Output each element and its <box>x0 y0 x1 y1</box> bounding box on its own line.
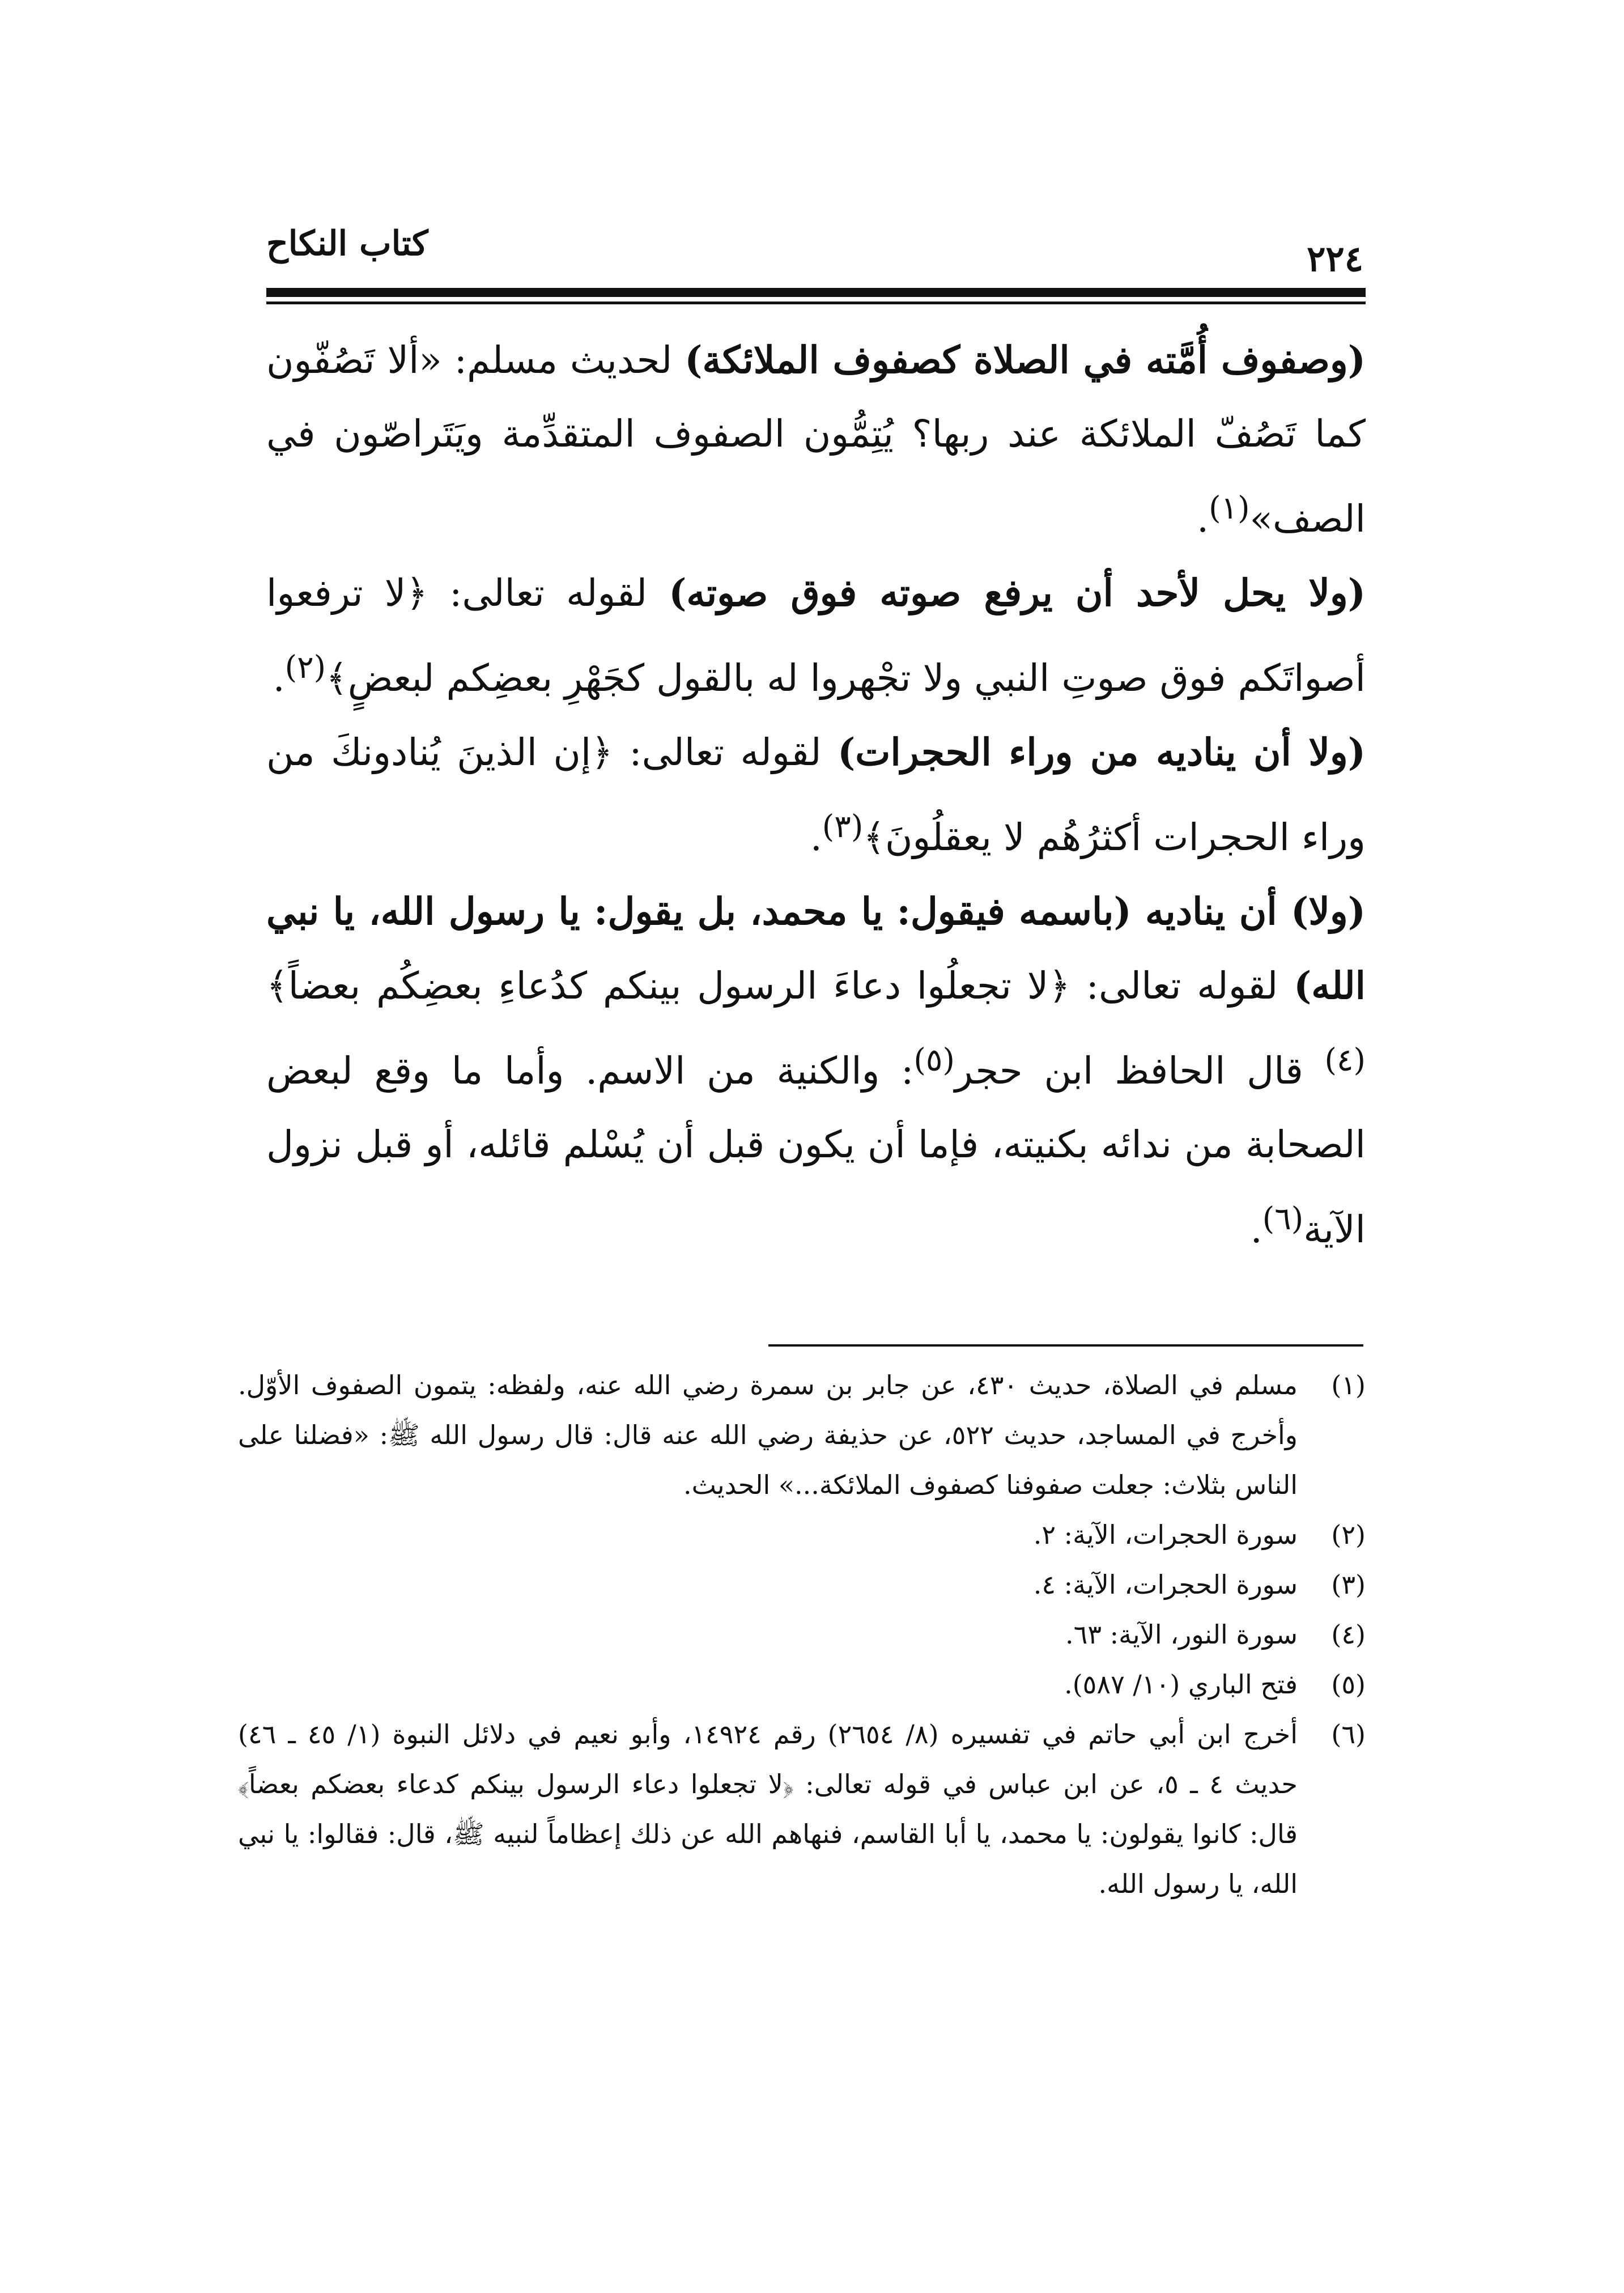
paragraph-2-heading: (ولا يحل لأحد أن يرفع صوته فوق صوته) <box>669 571 1366 615</box>
paragraph-2 <box>266 556 1366 715</box>
footnote-ref-2: (٢) <box>284 649 326 685</box>
footnote-4 <box>238 1610 1366 1659</box>
paragraph-4-text-a: لقوله تعالى: ﴿لا تجعلُوا دعاءَ الرسول بينكم كدُعاءِ بعضِكُم بعضاً﴾ <box>266 964 1294 1008</box>
footnote-text: أخرج ابن أبي حاتم في تفسيره (٨/ ٢٦٥٤) رقم ١٤٩٢٤، وأبو نعيم في دلائل النبوة (١/ ٤٥ ـ ٤٦) حديث ٤ ـ ٥، عن ابن عباس في قوله تعالى: ﴿لا تجعلوا دعاء الرسول بينكم كدعاء بعضكم بعضاً﴾ قال: كانوا يقولون: يا محمد، يا أبا القاسم، فنهاهم الله عن ذلك إعظاماً لنبيه ﷺ، قال: فقالوا: يا نبي الله، يا رسول الله. <box>238 1719 1298 1899</box>
footnote-text: سورة الحجرات، الآية: ٤. <box>1033 1569 1298 1600</box>
footnote-5 <box>238 1659 1366 1709</box>
footnote-ref-3: (٣) <box>822 808 864 844</box>
footnote-1 <box>238 1360 1366 1510</box>
paragraph-3 <box>266 715 1366 874</box>
paragraph-4-text-c: : والكنية من الاسم. وأما ما وقع لبعض الصحابة من ندائه بكنيته، فإما أن يكون قبل أن يُسْلم قائله، أو قبل نزول الآية <box>266 1049 1366 1251</box>
header-rule-thick <box>266 288 1366 297</box>
paragraph-1-end: . <box>1197 497 1209 541</box>
footnote-separator <box>768 1344 1363 1347</box>
paragraph-2-end: . <box>273 656 285 700</box>
footnote-number: (٤) <box>1331 1619 1366 1650</box>
paragraph-1-heading: (وصفوف أُمَّته في الصلاة كصفوف الملائكة) <box>685 338 1366 382</box>
footnote-text: سورة النور، الآية: ٦٣. <box>1065 1619 1298 1650</box>
footnote-number: (٣) <box>1331 1569 1366 1600</box>
paragraph-1-text: لحديث مسلم: «ألا تَصُفّون كما تَصُفّ الملائكة عند ربها؟ يُتِمُّون الصفوف المتقدِّمة ويَتَراصّون في الصف» <box>266 338 1366 541</box>
footnote-text: فتح الباري (١٠/ ٥٨٧). <box>1064 1669 1298 1700</box>
header-rule-thin <box>266 302 1366 304</box>
footnote-number: (٢) <box>1331 1519 1366 1550</box>
footnote-text: مسلم في الصلاة، حديث ٤٣٠، عن جابر بن سمرة رضي الله عنه، ولفظه: يتمون الصفوف الأوّل. وأخرج في المساجد، حديث ٥٢٢، عن حذيفة رضي الله عنه قال: قال رسول الله ﷺ: «فضلنا على الناس بثلاث: جعلت صفوفنا كصفوف الملائكة...» الحديث. <box>238 1370 1298 1500</box>
paragraph-3-end: . <box>810 816 822 859</box>
footnotes <box>238 1360 1366 1909</box>
footnote-6 <box>238 1709 1366 1909</box>
paragraph-4 <box>266 874 1366 1267</box>
page-number: ٢٢٤ <box>1307 238 1363 279</box>
footnote-2 <box>238 1510 1366 1560</box>
running-title: كتاب النكاح <box>266 224 428 264</box>
main-text <box>266 323 1366 1267</box>
paragraph-3-heading: (ولا أن يناديه من وراء الحجرات) <box>837 730 1366 774</box>
paragraph-1 <box>266 323 1366 556</box>
footnote-number: (٦) <box>1331 1719 1366 1750</box>
footnote-ref-1: (١) <box>1209 490 1250 526</box>
footnote-number: (١) <box>1331 1370 1366 1400</box>
footnote-ref-5: (٥) <box>913 1042 955 1078</box>
paragraph-2-text: لقوله تعالى: ﴿لا ترفعوا أصواتَكم فوق صوتِ النبي ولا تجْهروا له بالقول كجَهْرِ بعضِكم لبعضٍ﴾ <box>266 571 1366 700</box>
footnote-ref-4: (٤) <box>1324 1042 1366 1078</box>
paragraph-4-end: . <box>1250 1208 1262 1251</box>
footnote-3 <box>238 1560 1366 1610</box>
paragraph-4-heading: (ولا) أن يناديه (باسمه فيقول: يا محمد، بل يقول: يا رسول الله، يا نبي الله) <box>266 889 1366 1008</box>
paragraph-4-text-b: قال الحافظ ابن حجر <box>954 1049 1325 1093</box>
footnote-number: (٥) <box>1331 1669 1366 1700</box>
footnote-ref-6: (٦) <box>1262 1200 1304 1237</box>
paragraph-3-text: لقوله تعالى: ﴿إن الذينَ يُنادونكَ من وراء الحجرات أكثرُهُم لا يعقلُونَ﴾ <box>266 731 1366 859</box>
footnote-text: سورة الحجرات، الآية: ٢. <box>1033 1519 1298 1550</box>
